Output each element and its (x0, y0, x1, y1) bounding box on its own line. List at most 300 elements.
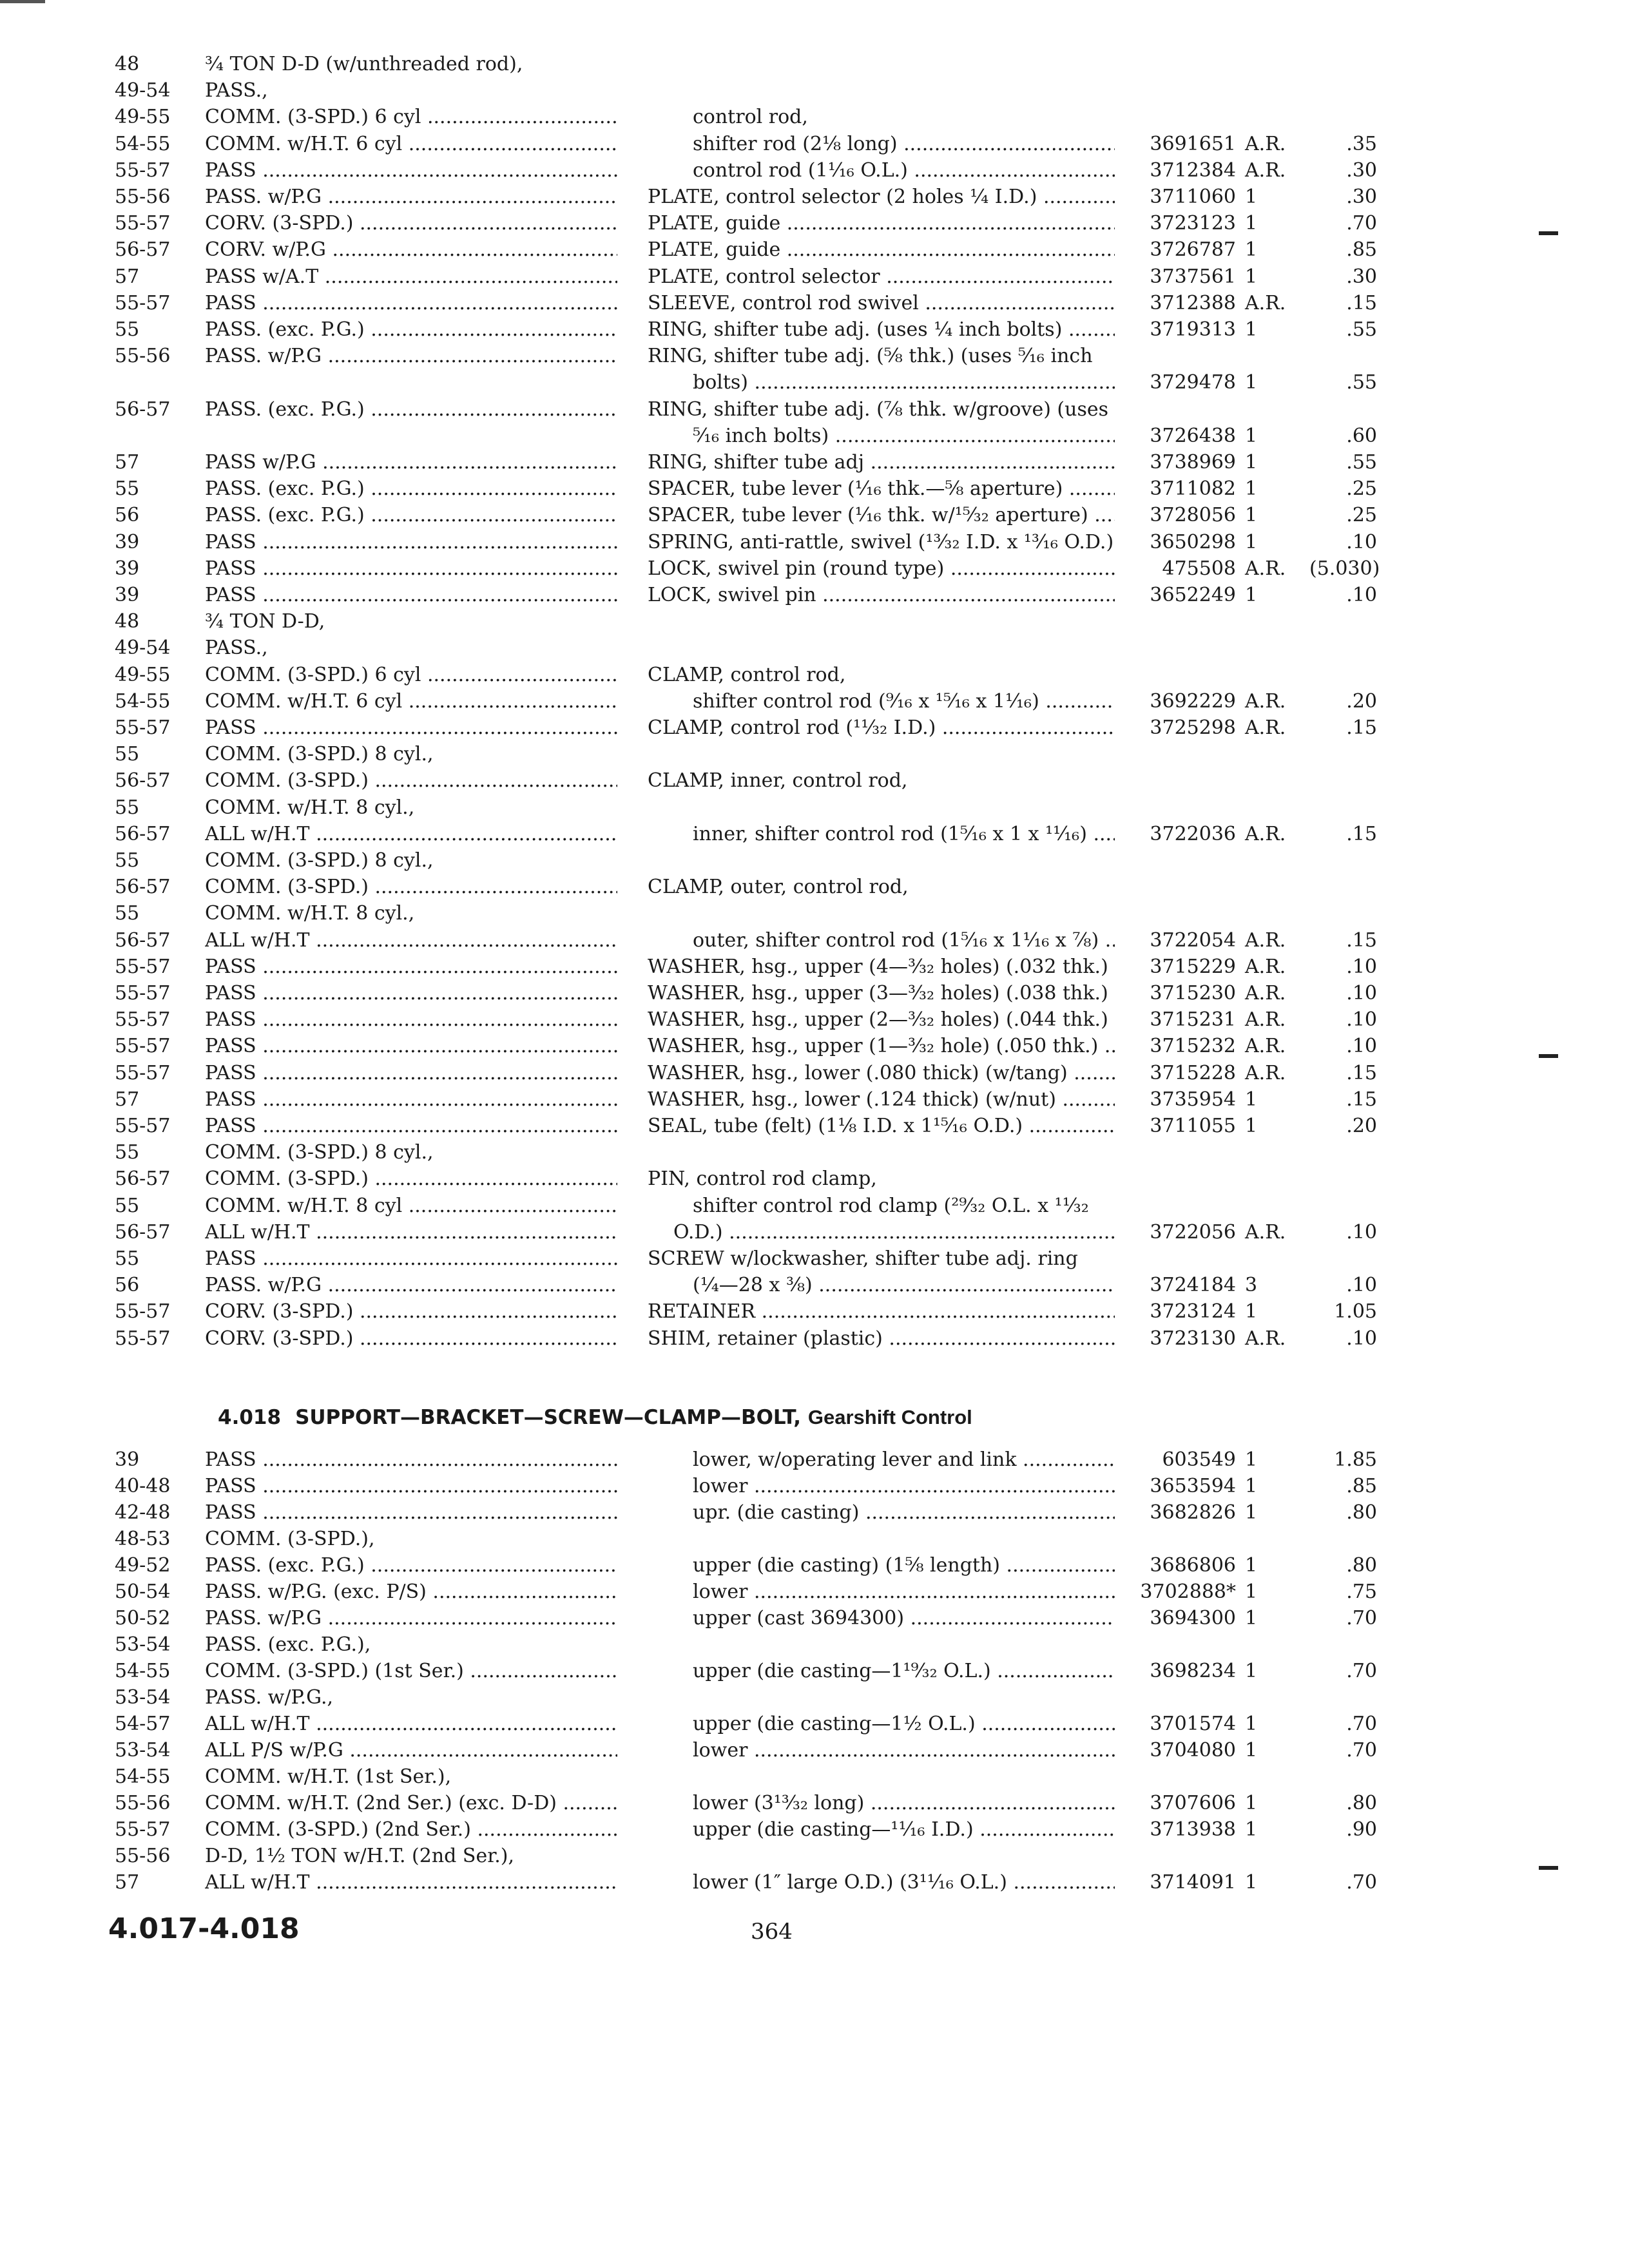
model-applicability: COMM. (3-SPD.) 8 cyl., (205, 1141, 434, 1164)
part-description: LOCK, swivel pin ..... (648, 582, 1115, 608)
year-range: 54-55 (115, 689, 171, 713)
year-range: 55-57 (115, 291, 171, 314)
model-applicability: ALL w/H.T ..... (205, 1220, 617, 1245)
parts-row (0, 582, 1629, 608)
parts-row (0, 1113, 1629, 1139)
quantity: 1 (1245, 1607, 1258, 1629)
year-range: 55-57 (115, 1008, 171, 1032)
model-applicability: ¾ TON D-D, (205, 610, 325, 633)
year-range: 55-57 (115, 1300, 171, 1323)
parts-row (0, 1246, 1629, 1272)
part-description: bolts) ..... (693, 370, 1115, 396)
part-number: 3698234 (1150, 1660, 1236, 1682)
quantity: 3 (1245, 1274, 1258, 1297)
parts-row (0, 768, 1629, 794)
list-price: .80 (1346, 1792, 1377, 1814)
part-description: (¼—28 x ⅜) ..... (693, 1273, 1115, 1298)
list-price: .55 (1346, 371, 1377, 394)
model-applicability: COMM. (3-SPD.), (205, 1528, 375, 1550)
parts-row (0, 715, 1629, 741)
parts-row (0, 423, 1629, 449)
model-applicability: ALL w/H.T ..... (205, 1870, 617, 1896)
part-description: SPACER, tube lever (⅟₁₆ thk. w/¹⁵⁄₃₂ aperture) ..... (648, 503, 1115, 528)
list-price: .60 (1346, 424, 1377, 447)
part-description: lower (1″ large O.D.) (3¹¹⁄₁₆ O.L.) ..... (693, 1870, 1115, 1896)
part-number: 3724184 (1150, 1274, 1236, 1297)
year-range: 54-55 (115, 132, 171, 155)
section-subtitle: Gearshift Control (807, 1406, 972, 1428)
year-range: 49-55 (115, 663, 171, 686)
quantity: 1 (1245, 424, 1258, 447)
part-description: upper (die casting—¹¹⁄₁₆ I.D.) ..... (693, 1817, 1115, 1843)
part-description: WASHER, hsg., upper (1—³⁄₃₂ hole) (.050 thk.) ..... (648, 1033, 1115, 1059)
model-applicability: PASS ..... (205, 556, 617, 582)
quantity: 1 (1245, 1088, 1258, 1111)
parts-row (0, 1007, 1629, 1033)
part-description: CLAMP, control rod, (648, 663, 846, 686)
parts-row (0, 556, 1629, 582)
part-description: CLAMP, outer, control rod, (648, 876, 909, 899)
model-applicability: ALL P/S w/P.G ..... (205, 1738, 617, 1763)
list-price: .25 (1346, 504, 1377, 527)
parts-row (0, 1273, 1629, 1298)
model-applicability: PASS. w/P.G. (exc. P/S) ..... (205, 1579, 617, 1605)
list-price: .70 (1346, 1713, 1377, 1735)
year-range: 49-52 (115, 1554, 171, 1577)
parts-row (0, 1087, 1629, 1113)
part-description: RING, shifter tube adj. (⅞ thk. w/groove) (uses (648, 398, 1109, 421)
quantity: A.R. (1245, 1008, 1286, 1032)
year-range: 56-57 (115, 238, 171, 262)
model-applicability: COMM. w/H.T. 8 cyl., (205, 796, 415, 819)
part-number: 3715232 (1150, 1035, 1236, 1058)
model-applicability: PASS. w/P.G ..... (205, 1606, 617, 1631)
year-range: 55-56 (115, 1792, 171, 1814)
parts-row (0, 1220, 1629, 1245)
part-number: 3722056 (1150, 1220, 1236, 1244)
quantity: 1 (1245, 1581, 1258, 1603)
list-price: .15 (1346, 716, 1377, 739)
year-range: 55 (115, 743, 140, 766)
model-applicability: PASS. (exc. P.G.) ..... (205, 503, 617, 528)
parts-row (0, 848, 1629, 874)
part-number: 3715230 (1150, 982, 1236, 1004)
part-description: LOCK, swivel pin (round type) ..... (648, 556, 1115, 582)
model-applicability: PASS ..... (205, 1087, 617, 1113)
year-range: 55 (115, 1141, 140, 1164)
model-applicability: CORV. (3-SPD.) ..... (205, 1326, 617, 1352)
parts-row (0, 291, 1629, 316)
parts-row (0, 1791, 1629, 1816)
parts-row (0, 635, 1629, 661)
model-applicability: PASS ..... (205, 1474, 617, 1499)
year-range: 55-56 (115, 1845, 171, 1867)
parts-row (0, 1843, 1629, 1869)
model-applicability: COMM. (3-SPD.) 6 cyl ..... (205, 662, 617, 688)
parts-row (0, 874, 1629, 900)
model-applicability: PASS., (205, 79, 268, 102)
part-description: control rod (1⅟₁₆ O.L.) ..... (693, 158, 1115, 184)
parts-row (0, 1193, 1629, 1219)
parts-row (0, 158, 1629, 184)
model-applicability: PASS w/A.T ..... (205, 264, 617, 290)
part-number: 3653594 (1150, 1475, 1236, 1497)
year-range: 55 (115, 902, 140, 925)
part-description: SPACER, tube lever (⅟₁₆ thk.—⅝ aperture) ..... (648, 476, 1115, 502)
part-number: 3650298 (1150, 530, 1236, 553)
model-applicability: D-D, 1½ TON w/H.T. (2nd Ser.), (205, 1845, 515, 1867)
list-price: .80 (1346, 1554, 1377, 1577)
year-range: 55 (115, 318, 140, 341)
parts-row (0, 1711, 1629, 1737)
list-price: .55 (1346, 451, 1377, 474)
parts-row (0, 343, 1629, 369)
part-number: 475508 (1162, 557, 1236, 580)
list-price: 1.05 (1334, 1300, 1377, 1323)
parts-row (0, 1299, 1629, 1325)
year-range: 49-54 (115, 79, 171, 102)
part-description: control rod, (693, 106, 808, 129)
part-description: SEAL, tube (felt) (1⅛ I.D. x 1¹⁵⁄₁₆ O.D.) ..... (648, 1113, 1115, 1139)
quantity: A.R. (1245, 159, 1286, 182)
parts-row (0, 503, 1629, 528)
parts-row (0, 954, 1629, 980)
model-applicability: COMM. (3-SPD.) ..... (205, 874, 617, 900)
parts-row (0, 689, 1629, 715)
parts-row (0, 609, 1629, 635)
quantity: 1 (1245, 504, 1258, 527)
list-price: 1.85 (1334, 1448, 1377, 1471)
year-range: 56-57 (115, 822, 171, 845)
model-applicability: PASS. (exc. P.G.) ..... (205, 397, 617, 423)
quantity: A.R. (1245, 1220, 1286, 1244)
parts-row (0, 1579, 1629, 1605)
part-description: PIN, control rod clamp, (648, 1168, 877, 1191)
quantity: A.R. (1245, 1035, 1286, 1058)
parts-row (0, 1447, 1629, 1473)
part-number: 3712388 (1150, 291, 1236, 314)
part-number: 3726787 (1150, 238, 1236, 262)
part-number: 3701574 (1150, 1713, 1236, 1735)
part-description: SHIM, retainer (plastic) ..... (648, 1326, 1115, 1352)
model-applicability: PASS ..... (205, 1246, 617, 1272)
section-range-footer: 4.017-4.018 (108, 1912, 300, 1945)
part-number: 3686806 (1150, 1554, 1236, 1577)
model-applicability: PASS. w/P.G ..... (205, 184, 617, 210)
part-number: 3713938 (1150, 1818, 1236, 1841)
model-applicability: PASS ..... (205, 582, 617, 608)
part-number: 3702888* (1140, 1581, 1236, 1603)
model-applicability: COMM. (3-SPD.) 6 cyl ..... (205, 104, 617, 130)
year-range: 57 (115, 265, 140, 288)
quantity: 1 (1245, 530, 1258, 553)
part-number: 3711082 (1150, 477, 1236, 501)
year-range: 53-54 (115, 1686, 171, 1709)
model-applicability: ALL w/H.T ..... (205, 928, 617, 954)
quantity: 1 (1245, 1300, 1258, 1323)
model-applicability: PASS. (exc. P.G.) ..... (205, 1553, 617, 1579)
year-range: 55-57 (115, 1115, 171, 1137)
model-applicability: PASS. w/P.G ..... (205, 1273, 617, 1298)
model-applicability: ¾ TON D-D (w/unthreaded rod), (205, 53, 523, 75)
part-number: 3692229 (1150, 689, 1236, 713)
part-description: RETAINER ..... (648, 1299, 1115, 1325)
part-number: 3711055 (1150, 1115, 1236, 1137)
year-range: 55 (115, 796, 140, 819)
parts-row (0, 1553, 1629, 1579)
part-number: 3712384 (1150, 159, 1236, 182)
list-price: (5.030) (1309, 557, 1380, 580)
model-applicability: COMM. (3-SPD.) (2nd Ser.) ..... (205, 1817, 617, 1843)
part-description: lower ..... (693, 1738, 1115, 1763)
part-number: 3715231 (1150, 1008, 1236, 1032)
part-number: 3737561 (1150, 265, 1236, 288)
year-range: 55-57 (115, 1818, 171, 1841)
part-description: upper (die casting—1½ O.L.) ..... (693, 1711, 1115, 1737)
parts-row (0, 184, 1629, 210)
parts-row (0, 928, 1629, 954)
year-range: 55-57 (115, 982, 171, 1004)
model-applicability: COMM. w/H.T. 8 cyl., (205, 902, 415, 925)
part-description: shifter rod (2⅛ long) ..... (693, 131, 1115, 157)
part-description: lower, w/operating lever and link ..... (693, 1447, 1115, 1473)
year-range: 48 (115, 610, 140, 633)
list-price: .10 (1346, 1274, 1377, 1297)
parts-row (0, 1632, 1629, 1658)
part-description: CLAMP, inner, control rod, (648, 769, 908, 793)
section-heading (218, 1403, 1507, 1432)
year-range: 49-54 (115, 637, 171, 660)
parts-row (0, 397, 1629, 423)
year-range: 40-48 (115, 1475, 171, 1497)
parts-row (0, 1061, 1629, 1086)
part-number: 3725298 (1150, 716, 1236, 739)
parts-row (0, 530, 1629, 555)
part-number: 3729478 (1150, 371, 1236, 394)
model-applicability: COMM. (3-SPD.) ..... (205, 768, 617, 794)
part-number: 3691651 (1150, 132, 1236, 155)
list-price: .15 (1346, 1061, 1377, 1084)
part-description: SPRING, anti-rattle, swivel (¹³⁄₃₂ I.D. x ¹³⁄₁₆ O.D.) ..... (648, 530, 1115, 555)
parts-row (0, 795, 1629, 821)
year-range: 57 (115, 1871, 140, 1894)
part-description: WASHER, hsg., upper (3—³⁄₃₂ holes) (.038 thk.) ..... (648, 981, 1115, 1006)
list-price: .10 (1346, 584, 1377, 606)
quantity: A.R. (1245, 928, 1286, 952)
part-description: RING, shifter tube adj. (⅝ thk.) (uses ⁵⁄₁₆ inch (648, 345, 1093, 368)
quantity: A.R. (1245, 822, 1286, 845)
part-number: 3723130 (1150, 1327, 1236, 1350)
parts-row (0, 78, 1629, 104)
year-range: 56-57 (115, 1220, 171, 1244)
list-price: .20 (1346, 1115, 1377, 1137)
list-price: .15 (1346, 822, 1377, 845)
year-range: 56 (115, 1274, 140, 1297)
year-range: 55 (115, 1194, 140, 1217)
part-description: PLATE, control selector ..... (648, 264, 1115, 290)
year-range: 39 (115, 557, 140, 580)
parts-row (0, 264, 1629, 290)
list-price: .10 (1346, 1008, 1377, 1032)
part-description: PLATE, control selector (2 holes ¼ I.D.) ..... (648, 184, 1115, 210)
quantity: 1 (1245, 1554, 1258, 1577)
model-applicability: COMM. w/H.T. 6 cyl ..... (205, 689, 617, 715)
parts-row (0, 1474, 1629, 1499)
parts-row (0, 981, 1629, 1006)
part-description: lower (3¹³⁄₃₂ long) ..... (693, 1791, 1115, 1816)
year-range: 55-57 (115, 955, 171, 978)
parts-row (0, 370, 1629, 396)
model-applicability: CORV. (3-SPD.) ..... (205, 1299, 617, 1325)
year-range: 56-57 (115, 1168, 171, 1191)
part-description: lower ..... (693, 1474, 1115, 1499)
part-description: SCREW w/lockwasher, shifter tube adj. ring (648, 1247, 1078, 1270)
part-number: 3711060 (1150, 186, 1236, 208)
parts-row (0, 822, 1629, 847)
part-description: lower ..... (693, 1579, 1115, 1605)
year-range: 55-57 (115, 1061, 171, 1084)
quantity: 1 (1245, 186, 1258, 208)
model-applicability: PASS ..... (205, 291, 617, 316)
list-price: .70 (1346, 212, 1377, 235)
year-range: 56-57 (115, 769, 171, 793)
part-number: 3715229 (1150, 955, 1236, 978)
quantity: 1 (1245, 212, 1258, 235)
parts-row (0, 1033, 1629, 1059)
part-description: CLAMP, control rod (¹¹⁄₃₂ I.D.) ..... (648, 715, 1115, 741)
parts-row (0, 237, 1629, 263)
year-range: 48-53 (115, 1528, 171, 1550)
parts-row (0, 1685, 1629, 1711)
quantity: 1 (1245, 584, 1258, 606)
list-price: .10 (1346, 1035, 1377, 1058)
model-applicability: PASS ..... (205, 1007, 617, 1033)
year-range: 56-57 (115, 398, 171, 421)
quantity: 1 (1245, 1115, 1258, 1137)
parts-row (0, 1500, 1629, 1526)
list-price: .85 (1346, 1475, 1377, 1497)
list-price: .70 (1346, 1660, 1377, 1682)
list-price: .15 (1346, 928, 1377, 952)
list-price: .25 (1346, 477, 1377, 501)
model-applicability: PASS ..... (205, 1500, 617, 1526)
list-price: .70 (1346, 1871, 1377, 1894)
year-range: 55 (115, 477, 140, 501)
list-price: .30 (1346, 186, 1377, 208)
model-applicability: PASS ..... (205, 715, 617, 741)
model-applicability: COMM. (3-SPD.) ..... (205, 1166, 617, 1192)
model-applicability: COMM. (3-SPD.) 8 cyl., (205, 849, 434, 872)
model-applicability: COMM. w/H.T. 6 cyl ..... (205, 131, 617, 157)
part-number: 3694300 (1150, 1607, 1236, 1629)
list-price: .35 (1346, 132, 1377, 155)
model-applicability: PASS. w/P.G., (205, 1686, 334, 1709)
quantity: 1 (1245, 318, 1258, 341)
part-description: shifter control rod clamp (²⁹⁄₃₂ O.L. x ¹¹⁄₃₂ (693, 1194, 1089, 1217)
part-description: upper (die casting—1¹⁹⁄₃₂ O.L.) ..... (693, 1658, 1115, 1684)
part-description: WASHER, hsg., lower (.124 thick) (w/nut) ..... (648, 1087, 1115, 1113)
part-number: 3715228 (1150, 1061, 1236, 1084)
list-price: .10 (1346, 955, 1377, 978)
list-price: .20 (1346, 689, 1377, 713)
year-range: 56-57 (115, 928, 171, 952)
part-description: upper (cast 3694300) ..... (693, 1606, 1115, 1631)
quantity: 1 (1245, 1713, 1258, 1735)
part-description: O.D.) ..... (673, 1220, 1115, 1245)
part-number: 3652249 (1150, 584, 1236, 606)
parts-row (0, 52, 1629, 77)
part-number: 3728056 (1150, 504, 1236, 527)
part-description: RING, shifter tube adj ..... (648, 450, 1115, 476)
part-description: ⁵⁄₁₆ inch bolts) ..... (693, 423, 1115, 449)
part-number: 3722036 (1150, 822, 1236, 845)
model-applicability: PASS ..... (205, 1061, 617, 1086)
year-range: 56 (115, 504, 140, 527)
list-price: .70 (1346, 1607, 1377, 1629)
quantity: A.R. (1245, 955, 1286, 978)
list-price: .10 (1346, 530, 1377, 553)
quantity: A.R. (1245, 132, 1286, 155)
part-description: PLATE, guide ..... (648, 211, 1115, 236)
year-range: 55-57 (115, 1035, 171, 1058)
year-range: 55-57 (115, 1327, 171, 1350)
list-price: .30 (1346, 265, 1377, 288)
model-applicability: CORV. (3-SPD.) ..... (205, 211, 617, 236)
part-description: outer, shifter control rod (1⁵⁄₁₆ x 1⅟₁₆ x ⅞) ..... (693, 928, 1115, 954)
model-applicability: PASS., (205, 637, 268, 660)
model-applicability: PASS. (exc. P.G.), (205, 1633, 371, 1656)
year-range: 39 (115, 584, 140, 606)
part-number: 3714091 (1150, 1871, 1236, 1894)
model-applicability: PASS ..... (205, 954, 617, 980)
year-range: 55-56 (115, 186, 171, 208)
year-range: 57 (115, 1088, 140, 1111)
year-range: 54-55 (115, 1660, 171, 1682)
list-price: .70 (1346, 1739, 1377, 1762)
quantity: 1 (1245, 371, 1258, 394)
quantity: A.R. (1245, 689, 1286, 713)
quantity: 1 (1245, 1660, 1258, 1682)
year-range: 57 (115, 451, 140, 474)
part-number: 3707606 (1150, 1792, 1236, 1814)
list-price: .55 (1346, 318, 1377, 341)
part-number: 3726438 (1150, 424, 1236, 447)
part-number: 3735954 (1150, 1088, 1236, 1111)
list-price: .85 (1346, 238, 1377, 262)
list-price: .15 (1346, 291, 1377, 314)
model-applicability: ALL w/H.T ..... (205, 822, 617, 847)
model-applicability: PASS ..... (205, 158, 617, 184)
parts-row (0, 211, 1629, 236)
part-number: 3704080 (1150, 1739, 1236, 1762)
quantity: A.R. (1245, 291, 1286, 314)
quantity: A.R. (1245, 982, 1286, 1004)
quantity: A.R. (1245, 557, 1286, 580)
part-description: RING, shifter tube adj. (uses ¼ inch bolts) ..... (648, 317, 1115, 343)
model-applicability: COMM. (3-SPD.) (1st Ser.) ..... (205, 1658, 617, 1684)
model-applicability: PASS ..... (205, 1033, 617, 1059)
parts-row (0, 131, 1629, 157)
list-price: .15 (1346, 1088, 1377, 1111)
part-description: inner, shifter control rod (1⁵⁄₁₆ x 1 x ¹¹⁄₁₆) ..... (693, 822, 1115, 847)
parts-row (0, 1817, 1629, 1843)
year-range: 55-57 (115, 212, 171, 235)
list-price: .10 (1346, 982, 1377, 1004)
year-range: 48 (115, 53, 140, 75)
model-applicability: PASS. w/P.G ..... (205, 343, 617, 369)
parts-row (0, 476, 1629, 502)
year-range: 56-57 (115, 876, 171, 899)
